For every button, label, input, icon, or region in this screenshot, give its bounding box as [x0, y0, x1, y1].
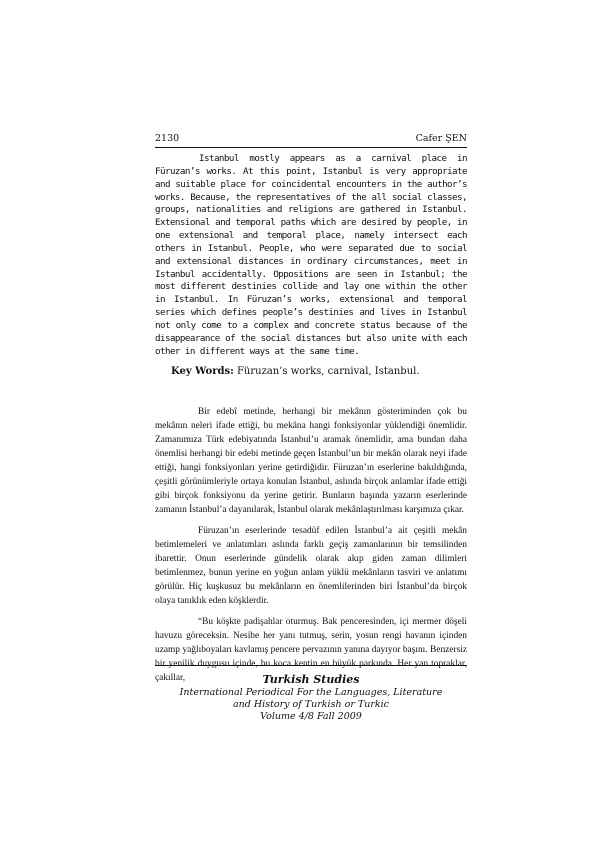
abstract-paragraph: Istanbul mostly appears as a carnival place in Füruzan’s works. At this point, Istanbul is very appropriate and suitable place for coincidental encounters in the author’s works. Because, the representatives of the all social classes, groups, nationalities and religions are gathered in Istanbul. Extensional and temporal paths which are desired by people, in one extensional and temporal place, namely intersect each others in Istanbul. People, who were separated due to social and extensional distances in ordinary circumstances, meet in Istanbul accidentally. Oppositions are seen in Istanbul; the most different destinies collide and lay one within the other in Istanbul. In Füruzan’s works, extensional and temporal series which defines people’s destinies and lives in Istanbul not only come to a complex and concrete status because of the disappearance of the social distances but also unite with each other in different ways at the same time. [155, 153, 467, 357]
journal-volume: Volume 4/8 Fall 2009 [260, 711, 362, 722]
page-number: 2130 [155, 133, 180, 144]
body-paragraph: Füruzan’ın eserlerinde tesadüf edilen İstanbul’a ait çeşitli mekân betimlemeleri ve anlatımları aslında farklı geçiş zamanlarının bir temsilinden ibarettir. Onun eserlerinde gündelik olarak akıp giden zaman dilimleri betimlenmez, bunun yerine en yoğun anlam yüklü mekânların tasviri ve anlatımı görülür. Hiç kuşkusuz bu mekânların en önemlilerinden biri İstanbul’da birçok olaya tanıklık eden köşklerdir. [155, 525, 467, 606]
body-paragraph: “Bu köşkte padişahlar oturmuş. Bak penceresinden, içi mermer döşeli havuzu göreceksin. Nesibe her yanı tutmuş, serin, yosun rengi havanın içinden uzamp yağlıboyaları kavlamış pencere pervazının yanına dayıyor başını. Benzersiz bir yenilik duygusu içinde, bu koca kentin en büyük parkında. Her yan topraklar, çakıllar, [155, 616, 467, 683]
body-paragraph: Bir edebî metinde, herhangi bir mekânın gösteriminden çok bu mekânın neleri ifade ettiği, bu mekâna hangi fonksiyonlar yüklendiği önemlidir. Zamanımıza Türk edebiyatında İstanbul’u aramak önemlidir, ama bundan daha önemlisi herhangi bir edebi metinde geçen İstanbul’un bir mekân olarak neyi ifade ettiği, hangi fonksiyonları yerine getirdiğidir. Füruzan’ın eserlerine bakıldığında, çeşitli görünümleriyle ortaya konulan İstanbul, aslında birçok anlamlar ifade ettiği gibi birçok fonksiyonu da yerine getirir. Bunların başında yazarın eserlerinde zamanın İstanbul’a dayanılarak, İstanbul olarak mekânlaştırılması karşımıza çıkar. [155, 406, 467, 515]
keywords-value: Füruzan’s works, carnival, Istanbul. [233, 365, 420, 377]
author-name: Cafer ŞEN [415, 133, 467, 144]
journal-footer [155, 665, 467, 723]
running-header [155, 133, 467, 148]
page-content [155, 133, 467, 692]
turkish-body [155, 405, 467, 685]
journal-subtitle-line-2: and History of Turkish or Turkic [233, 699, 389, 710]
english-abstract [155, 153, 467, 359]
journal-title: Turkish Studies [262, 673, 360, 686]
keywords-label: Key Words: [171, 365, 234, 377]
keywords-line [155, 365, 467, 378]
journal-subtitle-line-1: International Periodical For the Languages, Literature [179, 687, 443, 698]
